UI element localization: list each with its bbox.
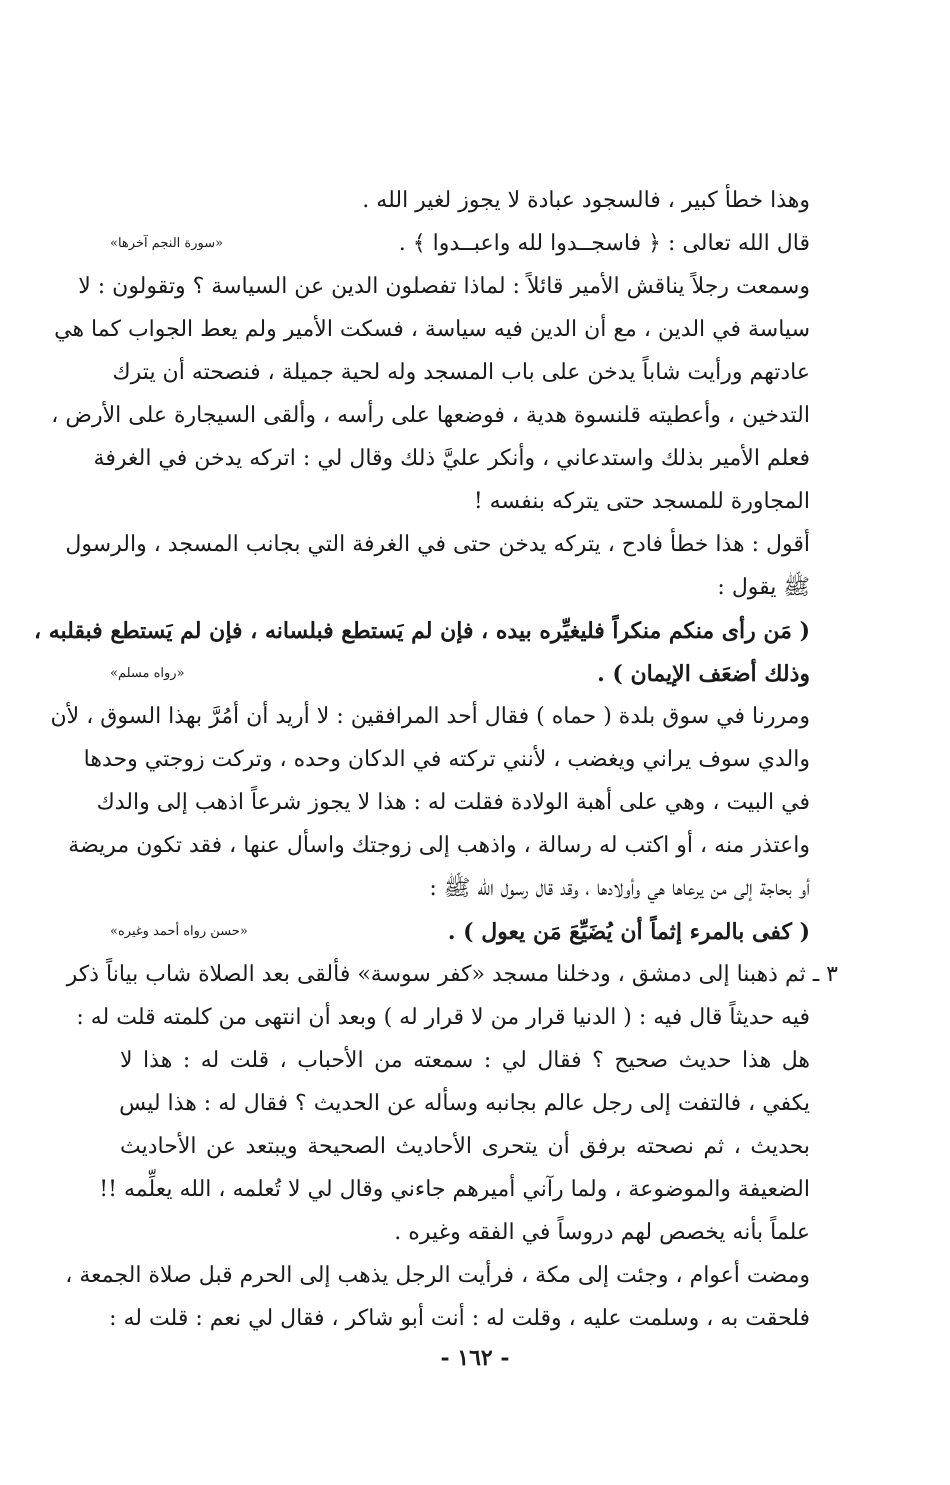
- text-line: فيه حديثاً قال فيه : ( الدنيا قرار من لا قرار له ) وبعد أن انتهى من كلمته قلت له :: [76, 1005, 810, 1030]
- hadith-line: ( كفى بالمرء إثماً أن يُضَيِّعَ مَن يعول ) .: [447, 919, 810, 945]
- hadith-reference: «رواه مسلم»: [110, 666, 185, 681]
- hadith-line: وذلك أضعَف الإيمان ) .: [597, 661, 810, 687]
- text-line: التدخين ، وأعطيته قلنسوة هدية ، فوضعها على رأسه ، وألقى السيجارة على الأرض ،: [51, 403, 810, 428]
- text-line: فعلم الأمير بذلك واستدعاني ، وأنكر عليَّ ذلك وقال لي : اتركه يدخن في الغرفة: [93, 446, 810, 471]
- text-line: أو بحاجة إلى من يرعاها هي وأولادها ، وقد قال رسول الله ﷺ :: [429, 876, 810, 901]
- text-line: الضعيفة والموضوعة ، ولما رآني أميرهم جاءني وقال لي لا تُعلمه ، الله يعلِّمه !!: [99, 1177, 810, 1202]
- text-line: بحديث ، ثم نصحته برفق أن يتحرى الأحاديث الصحيحة ويبتعد عن الأحاديث: [120, 1134, 810, 1159]
- text-line: وهذا خطأ كبير ، فالسجود عبادة لا يجوز لغير الله .: [362, 188, 810, 213]
- text-line: ٣ ـ ثم ذهبنا إلى دمشق ، ودخلنا مسجد «كفر سوسة» فألقى بعد الصلاة شاب بياناً ذكر: [66, 962, 838, 987]
- text-line: ومضت أعوام ، وجئت إلى مكة ، فرأيت الرجل يذهب إلى الحرم قبل صلاة الجمعة ،: [65, 1263, 810, 1288]
- quran-reference: «سورة النجم آخرها»: [110, 236, 224, 251]
- text-line: يكفي ، فالتفت إلى رجل عالم بجانبه وسأله عن الحديث ؟ فقال له : هذا ليس: [119, 1091, 810, 1116]
- text-line: قال الله تعالى : ﴿ فاسجــدوا لله واعبــدوا ﴾ .: [398, 231, 810, 256]
- text-line: عادتهم ورأيت شاباً يدخن على باب المسجد وله لحية جميلة ، فنصحته أن يترك: [112, 360, 810, 385]
- text-line: ومررنا في سوق بلدة ( حماه ) فقال أحد المرافقين : لا أريد أن أمُرَّ بهذا السوق ، لأن: [50, 704, 810, 729]
- text-line: فلحقت به ، وسلمت عليه ، وقلت له : أنت أبو شاكر ، فقال لي نعم : قلت له :: [109, 1306, 810, 1331]
- text-line: سياسة في الدين ، مع أن الدين فيه سياسة ، فسكت الأمير ولم يعط الجواب كما هي: [54, 317, 810, 342]
- text-line: والدي سوف يراني ويغضب ، لأنني تركته في الدكان وحده ، وتركت زوجتي وحدها: [83, 747, 810, 772]
- text-line: هل هذا حديث صحيح ؟ فقال لي : سمعته من الأحباب ، قلت له : هذا لا: [120, 1048, 810, 1073]
- hadith-line: ( مَن رأى منكم منكراً فليغيِّره بيده ، فإن لم يَستطع فبلسانه ، فإن لم يَستطع فبقلبه ،: [33, 618, 810, 644]
- text-line: المجاورة للمسجد حتى يتركه بنفسه !: [473, 489, 810, 514]
- page-number: - ١٦٢ -: [440, 1345, 510, 1371]
- text-line: أقول : هذا خطأ فادح ، يتركه يدخن حتى في الغرفة التي بجانب المسجد ، والرسول: [65, 532, 810, 557]
- text-line: في البيت ، وهي على أهبة الولادة فقلت له : هذا لا يجوز شرعاً اذهب إلى والدك: [96, 790, 810, 815]
- text-line: ﷺ يقول :: [717, 575, 810, 600]
- text-line: علماً بأنه يخصص لهم دروساً في الفقه وغيره .: [394, 1220, 810, 1245]
- hadith-reference: «حسن رواه أحمد وغيره»: [110, 924, 248, 939]
- text-line: وسمعت رجلاً يناقش الأمير قائلاً : لماذا تفصلون الدين عن السياسة ؟ وتقولون : لا: [78, 274, 810, 299]
- text-line: واعتذر منه ، أو اكتب له رسالة ، واذهب إلى زوجتك واسأل عنها ، فقد تكون مريضة: [68, 833, 810, 858]
